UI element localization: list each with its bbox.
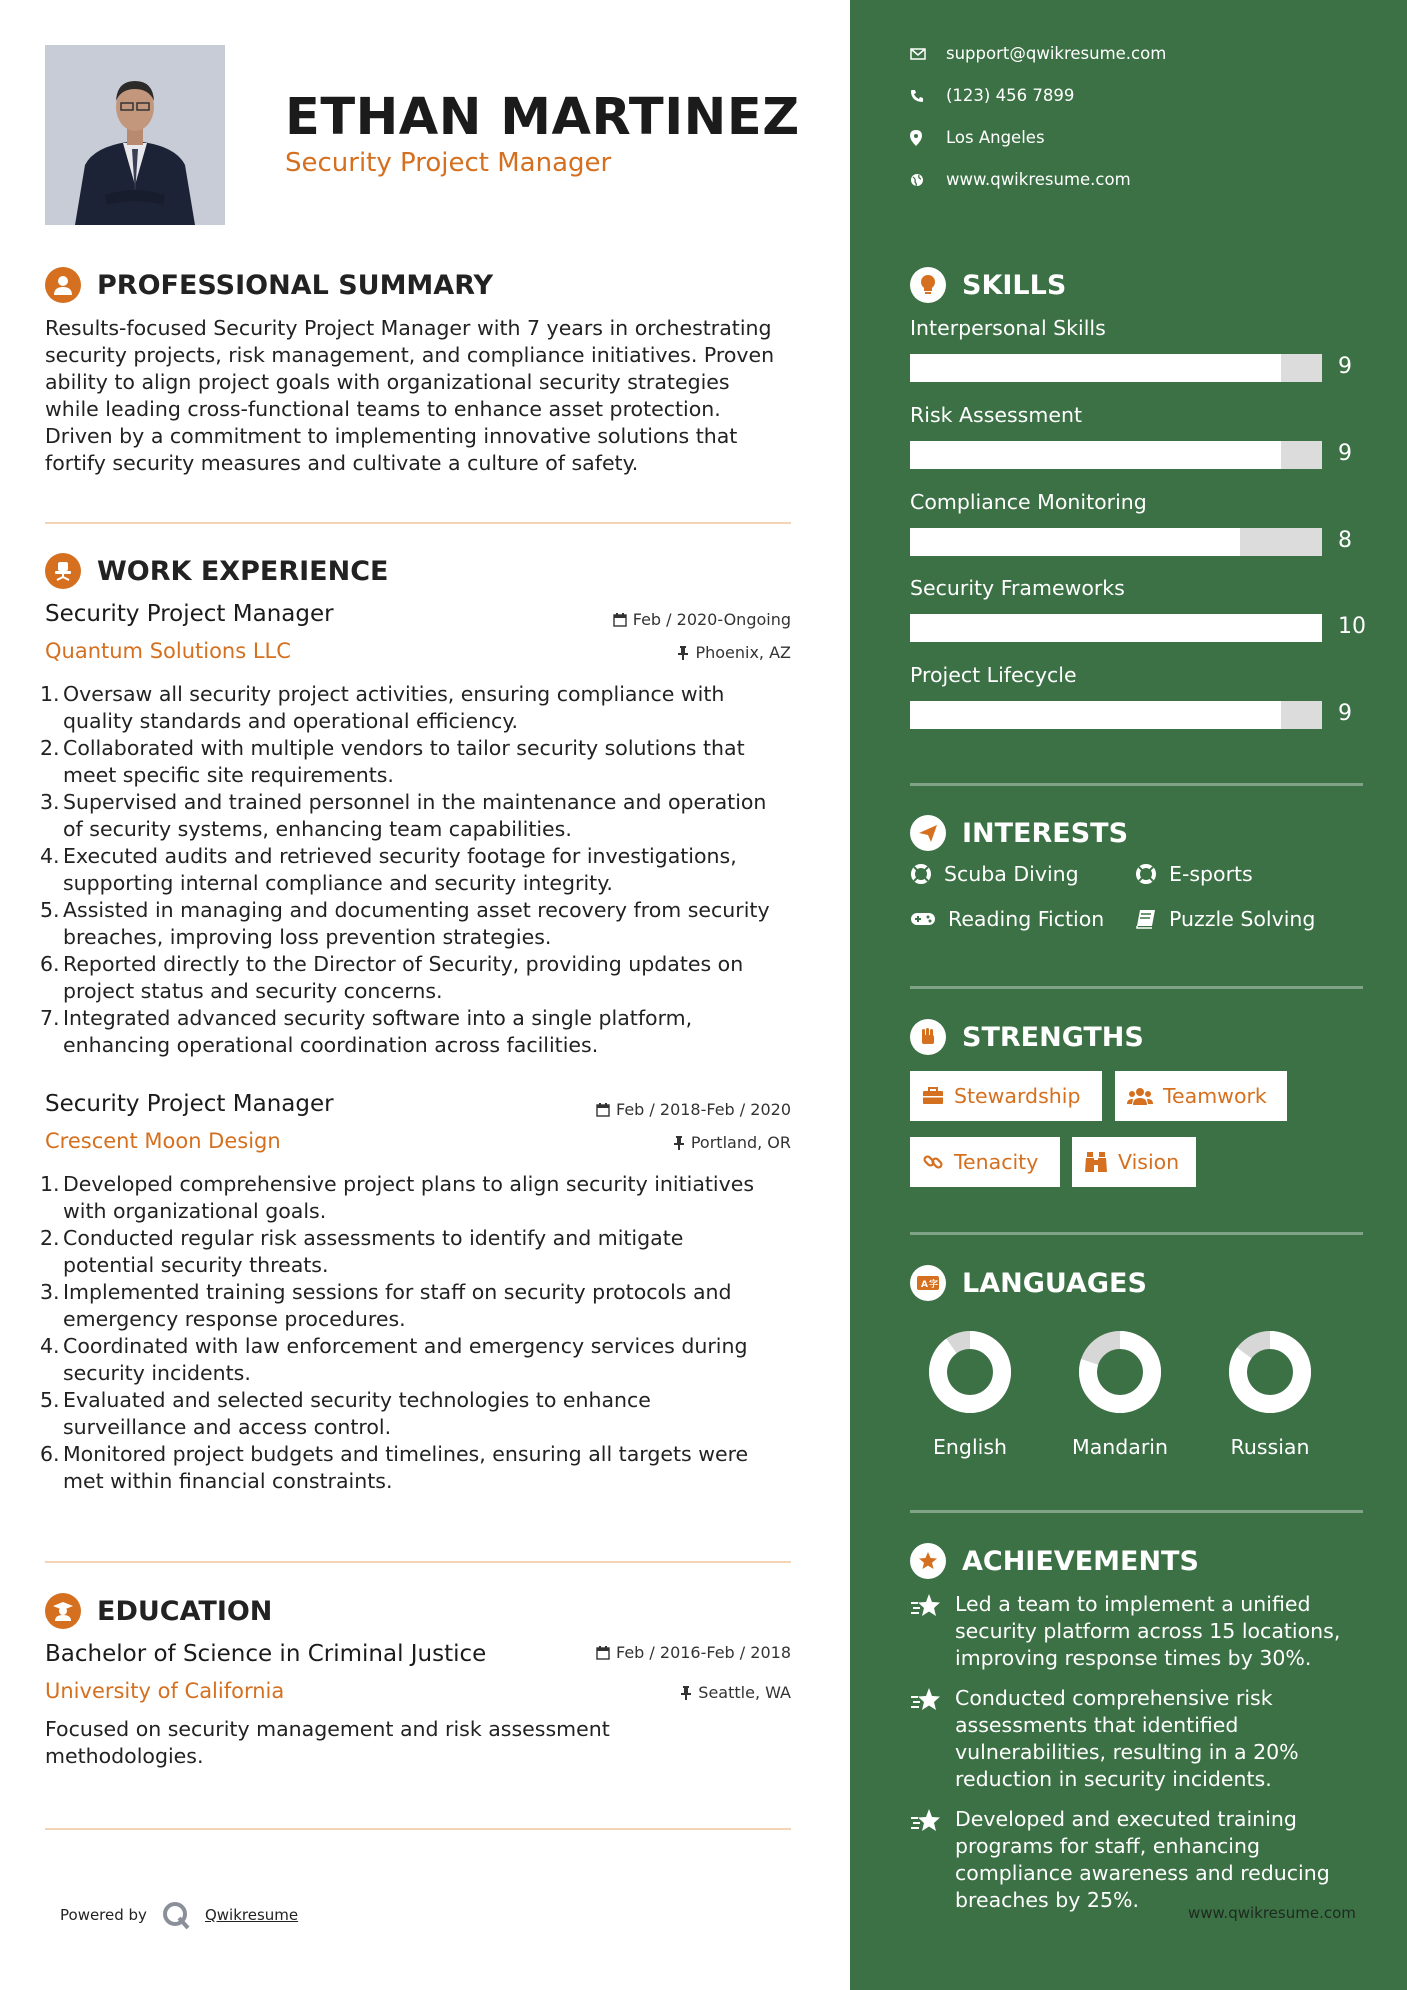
- strength-badge: Tenacity: [910, 1137, 1060, 1187]
- language-label: Russian: [1230, 1435, 1310, 1459]
- skill-value: 10: [1338, 614, 1366, 639]
- calendar-icon: [596, 1646, 610, 1660]
- interest-item: Puzzle Solving: [1135, 907, 1315, 931]
- pin-icon: [677, 646, 689, 660]
- svg-text:A: A: [921, 1280, 928, 1290]
- job-1-duties: [40, 681, 800, 1059]
- language-donut-arc: [938, 1340, 1002, 1404]
- skill-bar-fill: [910, 354, 1281, 382]
- paper-plane-icon: [910, 815, 946, 851]
- job-2-duties: [40, 1171, 800, 1495]
- experience-heading: WORK EXPERIENCE: [97, 555, 389, 587]
- fist-icon: [910, 1019, 946, 1055]
- list-item: 5. Assisted in managing and documenting asset recovery from security breaches, improving loss prevention strategies.: [40, 898, 770, 949]
- education-dates: Feb / 2016-Feb / 2018: [596, 1643, 791, 1662]
- language-donut: [925, 1327, 1015, 1417]
- education-location: Seattle, WA: [680, 1683, 791, 1702]
- star-icon: [910, 1593, 942, 1619]
- interests-section-header: [910, 815, 1128, 851]
- list-item: 6. Monitored project budgets and timelines, ensuring all targets were met within financial constraints.: [40, 1442, 749, 1493]
- skill-value: 9: [1338, 701, 1352, 726]
- education-heading: EDUCATION: [97, 1595, 273, 1627]
- language-item: [920, 1327, 1020, 1459]
- section-divider: [45, 1828, 791, 1830]
- qwikresume-logo-icon: [161, 1900, 191, 1930]
- skill-bar-fill: [910, 528, 1240, 556]
- list-item: 2. Collaborated with multiple vendors to tailor security solutions that meet specific site requirements.: [40, 736, 745, 787]
- job-2-location: Portland, OR: [673, 1133, 791, 1152]
- calendar-icon: [613, 613, 627, 627]
- section-divider: [910, 1232, 1363, 1235]
- job-1-location: Phoenix, AZ: [677, 643, 791, 662]
- job-2-dates: Feb / 2018-Feb / 2020: [596, 1100, 791, 1119]
- star-icon: [910, 1808, 942, 1834]
- interests-heading: INTERESTS: [962, 817, 1129, 849]
- skill-label: Security Frameworks: [910, 576, 1125, 600]
- sidebar: [850, 0, 1407, 1990]
- user-icon: [45, 267, 81, 303]
- interest-item: Reading Fiction: [910, 907, 1104, 931]
- gamepad-icon: [910, 910, 936, 928]
- achievement-item: Led a team to implement a unified security platform across 15 locations, improving response times by 30%.: [910, 1591, 1370, 1672]
- qwikresume-link[interactable]: Qwikresume: [204, 1906, 299, 1924]
- lifebuoy-icon: [1135, 863, 1157, 885]
- skill-label: Project Lifecycle: [910, 663, 1077, 687]
- skill-value: 8: [1338, 528, 1352, 553]
- skill-bar: [910, 528, 1322, 556]
- skill-bar: [910, 441, 1322, 469]
- strengths-heading: STRENGTHS: [962, 1021, 1144, 1053]
- list-item: 1. Developed comprehensive project plans to align security initiatives with organizational goals.: [40, 1172, 755, 1223]
- summary-text: Results-focused Security Project Manager with 7 years in orchestrating security projects, risk management, and compliance initiatives. Proven ability to align project goals with organizational security strategies while leading cross-functional teams to enhance asset protection. Driven by a commitment to implementing innovative solutions that fortify security measures and cultivate a culture of safety.: [45, 316, 775, 475]
- education-school: University of California: [45, 1679, 285, 1703]
- education-description: Focused on security management and risk assessment methodologies.: [45, 1717, 610, 1768]
- job-1-company: Quantum Solutions LLC: [45, 639, 291, 663]
- skill-bar-fill: [910, 614, 1322, 642]
- skill-bar-fill: [910, 441, 1281, 469]
- book-icon: [1135, 909, 1157, 929]
- summary-section-header: [45, 267, 493, 303]
- list-item: 4. Coordinated with law enforcement and emergency services during security incidents.: [40, 1334, 748, 1385]
- briefcase-icon: [922, 1087, 944, 1105]
- strength-badge: Vision: [1072, 1137, 1196, 1187]
- job-2-title: Security Project Manager: [45, 1091, 334, 1117]
- star-icon: [910, 1687, 942, 1713]
- job-2-company: Crescent Moon Design: [45, 1129, 281, 1153]
- section-divider: [910, 986, 1363, 989]
- interest-item: Scuba Diving: [910, 862, 1079, 886]
- translate-icon: [910, 1265, 946, 1301]
- candidate-title: Security Project Manager: [285, 148, 612, 178]
- list-item: 2. Conducted regular risk assessments to identify and mitigate potential security threats.: [40, 1226, 684, 1277]
- skills-section-header: [910, 267, 1066, 303]
- achievement-item: Conducted comprehensive risk assessments that identified vulnerabilities, resulting in a 20% reduction in security incidents.: [910, 1685, 1370, 1793]
- section-divider: [910, 1510, 1363, 1513]
- language-donut: [1075, 1327, 1165, 1417]
- powered-by: Powered by Qwikresume: [60, 1900, 298, 1930]
- strength-badge: Teamwork: [1115, 1071, 1287, 1121]
- svg-text:字: 字: [929, 1280, 939, 1290]
- section-divider: [45, 1561, 791, 1563]
- job-1-dates: Feb / 2020-Ongoing: [613, 610, 791, 629]
- skills-heading: SKILLS: [962, 269, 1067, 301]
- pin-icon: [673, 1136, 685, 1150]
- list-item: 3. Supervised and trained personnel in the maintenance and operation of security systems, enhancing team capabilities.: [40, 790, 767, 841]
- summary-heading: PROFESSIONAL SUMMARY: [97, 269, 494, 301]
- lifebuoy-icon: [910, 863, 932, 885]
- map-marker-icon: [910, 130, 922, 146]
- list-item: 7. Integrated advanced security software into a single platform, enhancing operational coordination across facilities.: [40, 1006, 693, 1057]
- list-item: 6. Reported directly to the Director of Security, providing updates on project status and security concerns.: [40, 952, 744, 1003]
- strength-badge: Stewardship: [910, 1071, 1102, 1121]
- experience-section-header: [45, 553, 388, 589]
- section-divider: [910, 783, 1363, 786]
- skill-bar: [910, 614, 1322, 642]
- profile-photo: [45, 45, 225, 225]
- language-item: [1070, 1327, 1170, 1459]
- interest-item: E-sports: [1135, 862, 1253, 886]
- language-label: Mandarin: [1072, 1435, 1168, 1459]
- achievements-section-header: [910, 1543, 1199, 1579]
- skill-value: 9: [1338, 354, 1352, 379]
- strengths-section-header: [910, 1019, 1144, 1055]
- list-item: 4. Executed audits and retrieved security footage for investigations, supporting internal compliance and security integrity.: [40, 844, 737, 895]
- lightbulb-icon: [910, 267, 946, 303]
- contact-website[interactable]: www.qwikresume.com: [910, 170, 1131, 189]
- language-donut: [1225, 1327, 1315, 1417]
- skill-value: 9: [1338, 441, 1352, 466]
- achievements-heading: ACHIEVEMENTS: [962, 1545, 1199, 1577]
- calendar-icon: [596, 1103, 610, 1117]
- education-section-header: [45, 1593, 272, 1629]
- footer-website[interactable]: www.qwikresume.com: [1188, 1904, 1356, 1922]
- list-item: 5. Evaluated and selected security technologies to enhance surveillance and access control.: [40, 1388, 651, 1439]
- globe-icon: [910, 173, 924, 187]
- skill-label: Compliance Monitoring: [910, 490, 1147, 514]
- star-badge-icon: [910, 1543, 946, 1579]
- skill-label: Interpersonal Skills: [910, 316, 1106, 340]
- languages-section-header: [910, 1265, 1147, 1301]
- candidate-name: ETHAN MARTINEZ: [285, 88, 800, 147]
- skill-bar-fill: [910, 701, 1281, 729]
- link-icon: [922, 1151, 944, 1173]
- language-item: [1220, 1327, 1320, 1459]
- achievement-item: Developed and executed training programs for staff, enhancing compliance awareness and reducing breaches by 25%.: [910, 1806, 1370, 1914]
- pin-icon: [680, 1686, 692, 1700]
- graduate-icon: [45, 1593, 81, 1629]
- contact-location: Los Angeles: [910, 128, 1045, 147]
- skill-bar: [910, 701, 1322, 729]
- contact-email[interactable]: support@qwikresume.com: [910, 44, 1166, 63]
- list-item: 1. Oversaw all security project activities, ensuring compliance with quality standards and operational efficiency.: [40, 682, 725, 733]
- phone-icon: [910, 89, 924, 103]
- language-label: English: [932, 1435, 1008, 1459]
- skill-label: Risk Assessment: [910, 403, 1082, 427]
- languages-heading: LANGUAGES: [962, 1267, 1147, 1299]
- users-icon: [1127, 1086, 1153, 1106]
- education-degree: Bachelor of Science in Criminal Justice: [45, 1641, 487, 1667]
- binoculars-icon: [1084, 1151, 1108, 1173]
- chair-icon: [45, 553, 81, 589]
- section-divider: [45, 522, 791, 524]
- job-1-title: Security Project Manager: [45, 601, 334, 627]
- skill-bar: [910, 354, 1322, 382]
- contact-phone[interactable]: (123) 456 7899: [910, 86, 1074, 105]
- envelope-icon: [910, 48, 926, 60]
- list-item: 3. Implemented training sessions for staff on security protocols and emergency response procedures.: [40, 1280, 732, 1331]
